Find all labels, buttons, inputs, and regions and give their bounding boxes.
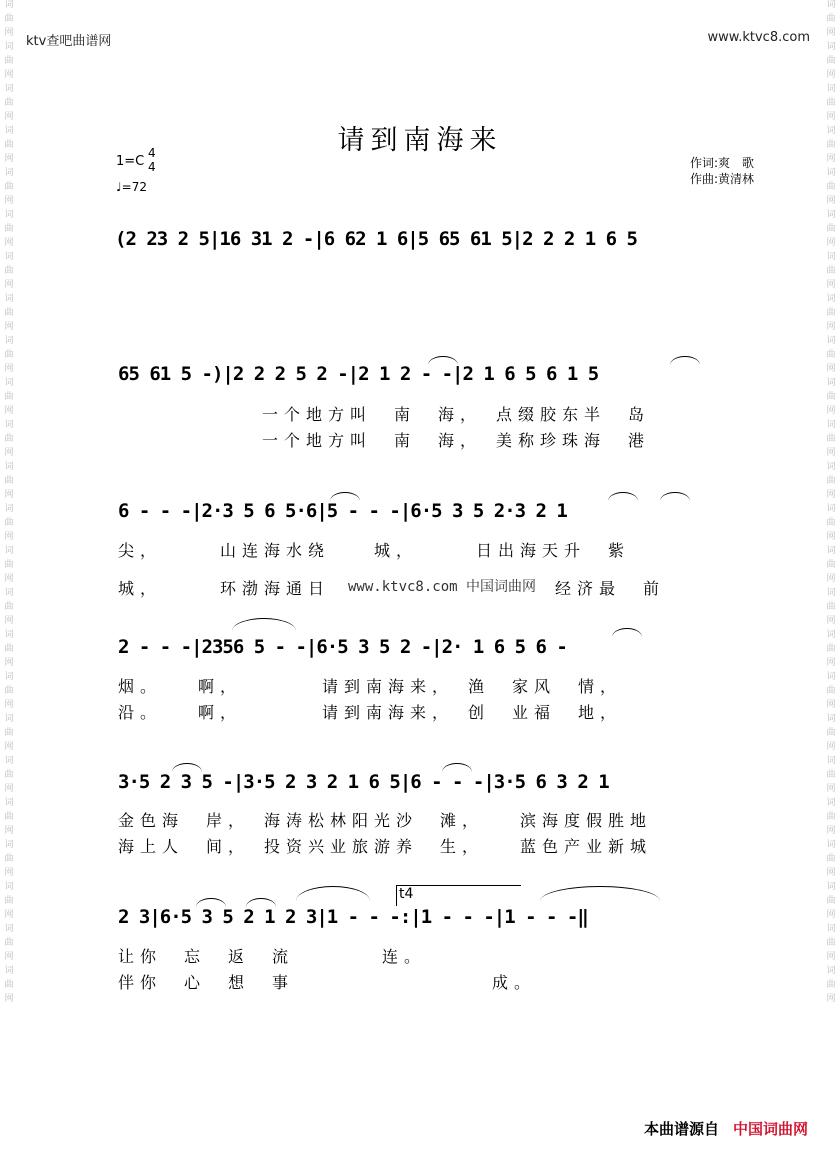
side-watermark-char: 词	[826, 462, 836, 472]
side-watermark-char: 网	[4, 658, 14, 668]
side-watermark-char: 网	[4, 448, 14, 458]
lyrics-system-3-line-1: 尖， 山连海水绕 城， 日出海天升 紫	[118, 541, 631, 560]
side-watermark-char: 词	[826, 126, 836, 136]
side-watermark-char: 曲	[4, 98, 14, 108]
side-watermark-char: 词	[826, 504, 836, 514]
notation-system-6: 2 3|6·5 3 5 2 1 2 3|1 - - -:|1 - - -|1 - - -‖	[118, 906, 588, 928]
slur	[232, 618, 296, 631]
side-watermark-char: 词	[826, 588, 836, 598]
side-watermark-char: 网	[826, 532, 836, 542]
side-watermark-char: 曲	[826, 728, 836, 738]
side-watermark-char: 词	[826, 294, 836, 304]
side-watermark-char: 网	[4, 826, 14, 836]
side-watermark-char: 网	[4, 112, 14, 122]
side-watermark-char: 网	[4, 322, 14, 332]
side-watermark-char: 词	[4, 0, 14, 10]
side-watermark-char: 曲	[826, 686, 836, 696]
side-watermark-char: 词	[4, 168, 14, 178]
footer-source-label: 本曲谱源自	[643, 1120, 719, 1138]
side-watermark-char: 词	[4, 630, 14, 640]
side-watermark-char: 网	[4, 238, 14, 248]
side-watermark-char: 曲	[826, 896, 836, 906]
side-watermark-char: 网	[4, 742, 14, 752]
side-watermark-char: 曲	[4, 644, 14, 654]
notation-system-4: 2 - - -|2356 5 - -|6·5 3 5 2 -|2· 1 6 5 6 -	[118, 636, 567, 658]
side-watermark-char: 曲	[4, 56, 14, 66]
side-watermark-char: 词	[4, 504, 14, 514]
side-watermark-char: 词	[826, 630, 836, 640]
slur	[540, 886, 660, 901]
side-watermark-char: 曲	[4, 266, 14, 276]
side-watermark-char: 网	[826, 154, 836, 164]
header-site-name: ktv查吧曲谱网	[26, 34, 112, 49]
side-watermark-right	[824, 0, 838, 1169]
side-watermark-char: 词	[826, 84, 836, 94]
side-watermark-char: 词	[4, 966, 14, 976]
side-watermark-char: 网	[826, 826, 836, 836]
song-title: 请到南海来	[337, 125, 503, 156]
side-watermark-char: 网	[826, 574, 836, 584]
side-watermark-char: 曲	[4, 728, 14, 738]
side-watermark-char: 曲	[826, 308, 836, 318]
lyrics-system-2-line-2: 一个地方叫 南 海， 美称珍珠海 港	[262, 431, 651, 450]
side-watermark-char: 词	[4, 462, 14, 472]
side-watermark-char: 曲	[4, 896, 14, 906]
side-watermark-char: 曲	[826, 140, 836, 150]
side-watermark-char: 曲	[826, 14, 836, 24]
lyrics-system-6-line-2: 伴你 心 想 事 成。	[118, 973, 537, 992]
footer-brand[interactable]: 中国词曲网	[732, 1120, 808, 1138]
notation-system-3: 6 - - -|2·3 5 6 5·6|5 - - -|6·5 3 5 2·3 2 1	[118, 500, 567, 522]
side-watermark-char: 词	[4, 294, 14, 304]
side-watermark-char: 网	[4, 406, 14, 416]
side-watermark-char: 网	[826, 994, 836, 1004]
time-signature	[148, 146, 156, 174]
side-watermark-char: 网	[4, 28, 14, 38]
side-watermark-char: 词	[4, 840, 14, 850]
side-watermark-char: 网	[4, 70, 14, 80]
side-watermark-char: 词	[826, 42, 836, 52]
side-watermark-char: 词	[826, 798, 836, 808]
side-watermark-char: 曲	[826, 266, 836, 276]
side-watermark-char: 曲	[826, 434, 836, 444]
side-watermark-char: 网	[4, 616, 14, 626]
side-watermark-char: 词	[4, 588, 14, 598]
side-watermark-char: 曲	[4, 224, 14, 234]
side-watermark-char: 网	[826, 910, 836, 920]
side-watermark-char: 网	[4, 952, 14, 962]
header-site-url: www.ktvc8.com	[707, 30, 810, 45]
side-watermark-left	[2, 0, 16, 1169]
side-watermark-char: 词	[826, 882, 836, 892]
side-watermark-char: 曲	[826, 602, 836, 612]
side-watermark-char: 曲	[826, 770, 836, 780]
side-watermark-char: 词	[826, 252, 836, 262]
lyrics-system-4-line-1: 烟。 啊， 请到南海来， 渔 家风 情，	[118, 677, 623, 696]
side-watermark-char: 曲	[4, 434, 14, 444]
side-watermark-char: 词	[826, 756, 836, 766]
composer-credit: 作曲:黄清林	[690, 172, 755, 186]
side-watermark-char: 曲	[4, 140, 14, 150]
side-watermark-char: 曲	[4, 476, 14, 486]
slur	[330, 492, 360, 501]
side-watermark-char: 词	[4, 336, 14, 346]
side-watermark-char: 曲	[826, 224, 836, 234]
side-watermark-char: 曲	[4, 854, 14, 864]
slur	[442, 763, 472, 772]
time-signature-bottom: 4	[148, 160, 156, 174]
side-watermark-char: 曲	[826, 980, 836, 990]
side-watermark-char: 曲	[826, 938, 836, 948]
side-watermark-char: 曲	[4, 602, 14, 612]
lyrics-system-3-line-2-tail: 经济最 前	[555, 579, 666, 598]
side-watermark-char: 词	[4, 924, 14, 934]
side-watermark-char: 曲	[826, 644, 836, 654]
lyrics-system-6-line-1: 让你 忘 返 流 连。	[118, 947, 427, 966]
side-watermark-char: 曲	[826, 350, 836, 360]
lyricist-credit: 作词:爽 歌	[690, 156, 755, 170]
side-watermark-char: 网	[826, 490, 836, 500]
slur	[296, 886, 370, 901]
side-watermark-char: 网	[826, 70, 836, 80]
side-watermark-char: 曲	[4, 980, 14, 990]
side-watermark-char: 词	[4, 252, 14, 262]
notation-system-2: 65 61 5 -)|2 2 2 5 2 -|2 1 2 - -|2 1 6 5 6 1 5	[118, 363, 599, 385]
side-watermark-char: 词	[4, 126, 14, 136]
side-watermark-char: 网	[4, 994, 14, 1004]
side-watermark-char: 词	[4, 420, 14, 430]
side-watermark-char: 词	[4, 714, 14, 724]
side-watermark-char: 网	[826, 28, 836, 38]
side-watermark-char: 词	[4, 882, 14, 892]
lyrics-system-5-line-1: 金色海 岸， 海涛松林阳光沙 滩， 滨海度假胜地	[118, 811, 653, 830]
side-watermark-char: 网	[4, 532, 14, 542]
side-watermark-char: 曲	[4, 518, 14, 528]
side-watermark-char: 网	[826, 616, 836, 626]
tempo-mark: ♩=72	[116, 180, 147, 194]
side-watermark-char: 网	[826, 238, 836, 248]
side-watermark-char: 曲	[826, 812, 836, 822]
side-watermark-char: 词	[4, 798, 14, 808]
notation-system-5: 3·5 2 3 5 -|3·5 2 3 2 1 6 5|6 - - -|3·5 6 3 2 1	[118, 771, 609, 793]
side-watermark-char: 网	[826, 112, 836, 122]
side-watermark-char: 曲	[826, 56, 836, 66]
side-watermark-char: 词	[4, 378, 14, 388]
side-watermark-char: 词	[826, 378, 836, 388]
side-watermark-char: 网	[826, 868, 836, 878]
side-watermark-char: 曲	[826, 560, 836, 570]
side-watermark-char: 网	[4, 280, 14, 290]
side-watermark-char: 网	[826, 280, 836, 290]
time-signature-top: 4	[148, 146, 156, 160]
slur	[428, 356, 458, 365]
footer-credit	[644, 1118, 808, 1139]
side-watermark-char: 网	[4, 700, 14, 710]
side-watermark-char: 曲	[4, 812, 14, 822]
side-watermark-char: 网	[826, 700, 836, 710]
side-watermark-char: 曲	[826, 854, 836, 864]
side-watermark-char: 曲	[4, 686, 14, 696]
side-watermark-char: 曲	[4, 392, 14, 402]
side-watermark-char: 曲	[4, 770, 14, 780]
side-watermark-char: 网	[826, 196, 836, 206]
side-watermark-char: 曲	[4, 350, 14, 360]
side-watermark-char: 网	[826, 322, 836, 332]
side-watermark-char: 词	[826, 714, 836, 724]
embedded-watermark: www.ktvc8.com 中国词曲网	[348, 579, 537, 595]
side-watermark-char: 曲	[826, 392, 836, 402]
side-watermark-char: 词	[4, 756, 14, 766]
side-watermark-char: 网	[4, 490, 14, 500]
side-watermark-char: 网	[4, 364, 14, 374]
side-watermark-char: 网	[4, 196, 14, 206]
side-watermark-char: 词	[826, 966, 836, 976]
side-watermark-char: 词	[4, 672, 14, 682]
lyrics-system-2-line-1: 一个地方叫 南 海， 点缀胶东半 岛	[262, 405, 651, 424]
slur	[670, 356, 700, 365]
side-watermark-char: 曲	[4, 560, 14, 570]
side-watermark-char: 网	[826, 448, 836, 458]
side-watermark-char: 曲	[826, 182, 836, 192]
side-watermark-char: 词	[4, 84, 14, 94]
side-watermark-char: 网	[826, 658, 836, 668]
slur	[660, 492, 690, 501]
side-watermark-char: 曲	[826, 98, 836, 108]
side-watermark-char: 曲	[826, 518, 836, 528]
lyrics-system-5-line-2: 海上人 间， 投资兴业旅游养 生， 蓝色产业新城	[118, 837, 653, 856]
notation-system-1: (2 23 2 5|16 31 2 -|6 62 1 6|5 65 61 5|2 2 2 1 6 5	[115, 228, 637, 250]
side-watermark-char: 词	[826, 168, 836, 178]
side-watermark-char: 词	[826, 420, 836, 430]
side-watermark-char: 词	[826, 840, 836, 850]
side-watermark-char: 网	[826, 406, 836, 416]
side-watermark-char: 词	[826, 0, 836, 10]
side-watermark-char: 词	[826, 924, 836, 934]
slur	[246, 898, 276, 907]
side-watermark-char: 曲	[4, 14, 14, 24]
side-watermark-char: 网	[826, 952, 836, 962]
side-watermark-char: 词	[826, 210, 836, 220]
side-watermark-char: 网	[826, 364, 836, 374]
side-watermark-char: 词	[4, 210, 14, 220]
side-watermark-char: 曲	[4, 938, 14, 948]
side-watermark-char: 网	[826, 742, 836, 752]
side-watermark-char: 网	[4, 154, 14, 164]
side-watermark-char: 网	[4, 574, 14, 584]
lyrics-system-3-line-2: 城， 环渤海通日	[118, 579, 331, 598]
slur	[608, 492, 638, 501]
slur	[612, 628, 642, 637]
side-watermark-char: 网	[826, 784, 836, 794]
key-signature: 1=C	[116, 154, 145, 169]
slur	[196, 898, 226, 907]
side-watermark-char: 网	[4, 868, 14, 878]
side-watermark-char: 网	[4, 784, 14, 794]
lyrics-system-4-line-2: 沿。 啊， 请到南海来， 创 业福 地，	[118, 703, 623, 722]
side-watermark-char: 曲	[4, 308, 14, 318]
side-watermark-char: 词	[4, 42, 14, 52]
side-watermark-char: 词	[826, 336, 836, 346]
slur	[172, 763, 202, 772]
side-watermark-char: 曲	[826, 476, 836, 486]
side-watermark-char: 网	[4, 910, 14, 920]
side-watermark-char: 词	[4, 546, 14, 556]
side-watermark-char: 词	[826, 672, 836, 682]
volta-bracket: t4	[396, 885, 521, 906]
side-watermark-char: 词	[826, 546, 836, 556]
side-watermark-char: 曲	[4, 182, 14, 192]
